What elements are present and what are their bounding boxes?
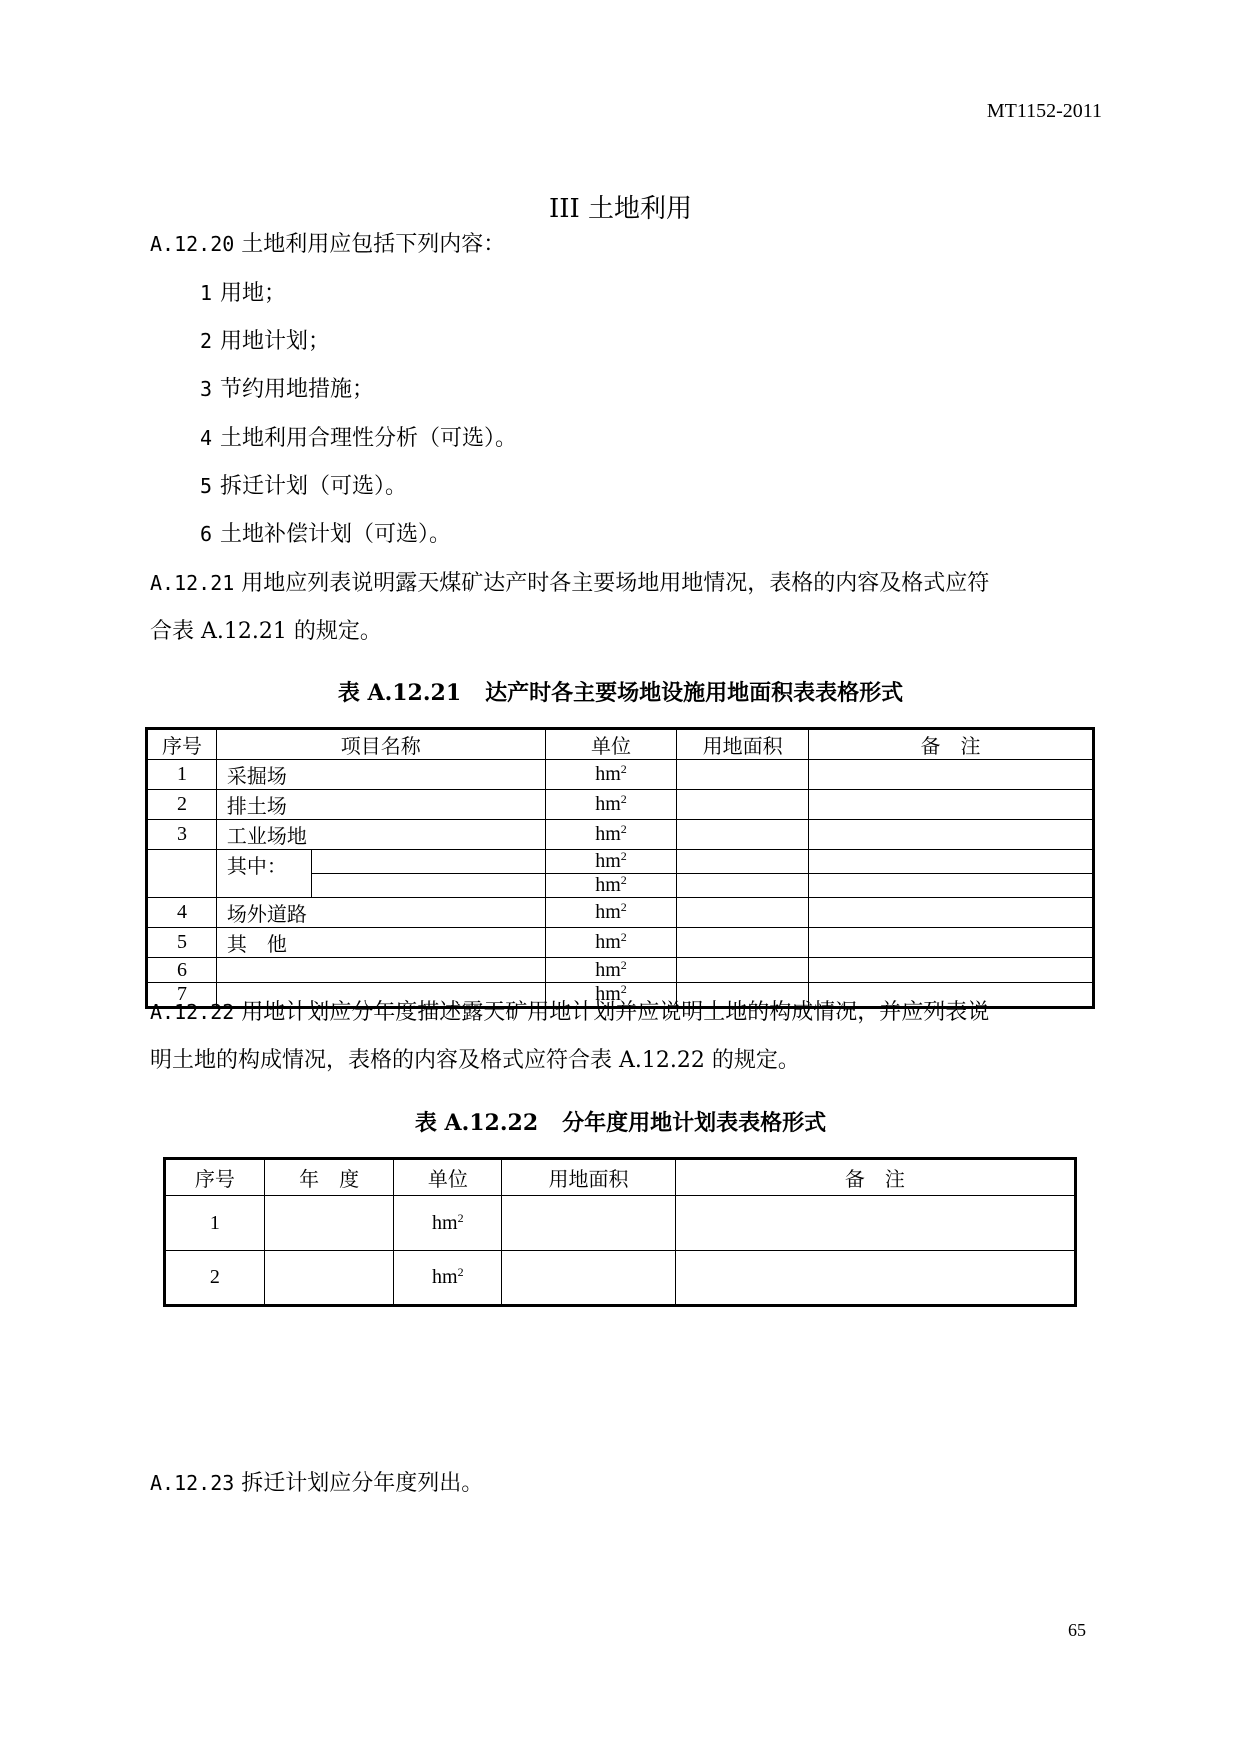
clause-number: A.12.23	[150, 1471, 235, 1495]
header-cell: 项目名称	[216, 729, 545, 760]
list-item-number: 4	[200, 426, 213, 450]
header-cell: 备 注	[809, 729, 1094, 760]
row-number: 2	[147, 790, 217, 820]
remark-cell	[809, 760, 1094, 790]
annual-land-plan-table	[163, 1157, 1077, 1307]
list-item	[200, 519, 451, 550]
row-number: 7	[147, 983, 217, 1008]
list-item	[200, 423, 517, 454]
list-item-text: 拆迁计划（可选）。	[220, 474, 408, 499]
table-caption	[0, 676, 1241, 707]
row-number: 1	[147, 760, 217, 790]
area-cell	[677, 850, 809, 874]
clause-a12-21	[150, 568, 1095, 647]
list-item-number: 2	[200, 329, 213, 353]
header-cell: 用地面积	[677, 729, 809, 760]
sub-item-name	[311, 874, 545, 898]
unit-cell: $hm^2$	[545, 820, 677, 850]
row-number: 1	[165, 1196, 265, 1251]
unit-cell: $hm^2$	[545, 850, 677, 874]
header-cell: 序号	[165, 1159, 265, 1196]
remark-cell	[809, 928, 1094, 958]
item-name: 排土场	[216, 790, 545, 820]
remark-cell	[809, 958, 1094, 983]
clause-text-line1: 用地计划应分年度描述露天矿用地计划并应说明土地的构成情况，并应列表说	[241, 1000, 990, 1025]
remark-cell	[809, 898, 1094, 928]
table-row	[147, 760, 1094, 790]
remark-cell	[675, 1196, 1075, 1251]
list-item-text: 土地补偿计划（可选）。	[220, 522, 452, 547]
header-cell: 单位	[394, 1159, 502, 1196]
unit-cell: $hm^2$	[394, 1251, 502, 1306]
year-cell	[264, 1196, 394, 1251]
row-number: 5	[147, 928, 217, 958]
list-item	[200, 471, 407, 502]
list-item-number: 6	[200, 522, 213, 546]
header-cell: 年 度	[264, 1159, 394, 1196]
table-row	[165, 1251, 1076, 1306]
header-cell: 用地面积	[502, 1159, 676, 1196]
clause-text-line2: 合表 A.12.21 的规定。	[150, 619, 382, 644]
clause-text: 拆迁计划应分年度列出。	[241, 1471, 484, 1496]
land-area-table	[145, 727, 1095, 1009]
list-item-number: 1	[200, 281, 213, 305]
item-name	[216, 958, 545, 983]
area-cell	[502, 1196, 676, 1251]
list-item-text: 用地计划；	[220, 329, 331, 354]
item-name: 工业场地	[216, 820, 545, 850]
list-item-text: 土地利用合理性分析（可选）。	[220, 426, 518, 451]
item-name: 其 他	[216, 928, 545, 958]
clause-a12-20	[150, 229, 1095, 260]
remark-cell	[675, 1251, 1075, 1306]
remark-cell	[809, 820, 1094, 850]
remark-cell	[809, 874, 1094, 898]
table-row	[147, 958, 1094, 983]
table-row	[147, 820, 1094, 850]
table-row	[165, 1196, 1076, 1251]
table-row	[147, 850, 1094, 874]
unit-cell: $hm^2$	[394, 1196, 502, 1251]
table-row	[147, 790, 1094, 820]
area-cell	[677, 760, 809, 790]
row-number	[147, 850, 217, 898]
sub-item-name	[311, 850, 545, 874]
area-cell	[677, 958, 809, 983]
clause-text-line2: 明土地的构成情况，表格的内容及格式应符合表 A.12.22 的规定。	[150, 1048, 800, 1073]
year-cell	[264, 1251, 394, 1306]
clause-text: 土地利用应包括下列内容：	[241, 232, 506, 257]
remark-cell	[809, 850, 1094, 874]
item-name: 场外道路	[216, 898, 545, 928]
header-cell: 备 注	[675, 1159, 1075, 1196]
page-number: 65	[1068, 1620, 1086, 1640]
clause-number: A.12.22	[150, 1000, 235, 1024]
unit-cell: $hm^2$	[545, 958, 677, 983]
clause-a12-23	[150, 1468, 1095, 1499]
list-item-number: 3	[200, 377, 213, 401]
row-number: 6	[147, 958, 217, 983]
remark-cell	[809, 790, 1094, 820]
clause-number: A.12.20	[150, 232, 235, 256]
unit-cell: $hm^2$	[545, 760, 677, 790]
area-cell	[677, 790, 809, 820]
area-cell	[677, 874, 809, 898]
row-number: 4	[147, 898, 217, 928]
unit-cell: $hm^2$	[545, 983, 677, 1008]
clause-a12-22	[150, 997, 1095, 1076]
area-cell	[677, 898, 809, 928]
list-item	[200, 278, 286, 309]
table-caption-title: 达产时各主要场地设施用地面积表表格形式	[485, 680, 904, 706]
list-item	[200, 374, 374, 405]
list-item-number: 5	[200, 474, 213, 498]
unit-cell: $hm^2$	[545, 898, 677, 928]
item-name: 采掘场	[216, 760, 545, 790]
list-item-text: 用地；	[220, 281, 287, 306]
row-number: 2	[165, 1251, 265, 1306]
clause-text-line1: 用地应列表说明露天煤矿达产时各主要场地用地情况，表格的内容及格式应符	[241, 571, 990, 596]
item-name: 其中：	[216, 850, 311, 898]
header-cell: 单位	[545, 729, 677, 760]
unit-cell: $hm^2$	[545, 874, 677, 898]
table-caption	[0, 1106, 1241, 1137]
unit-cell: $hm^2$	[545, 790, 677, 820]
document-code: MT1152-2011	[986, 100, 1102, 122]
table-header-row	[147, 729, 1094, 760]
table-caption-label: 表 A.12.22	[414, 1110, 539, 1136]
table-caption-label: 表 A.12.21	[337, 680, 462, 706]
row-number: 3	[147, 820, 217, 850]
list-item-text: 节约用地措施；	[220, 377, 375, 402]
table-row	[147, 928, 1094, 958]
area-cell	[677, 928, 809, 958]
area-cell	[677, 820, 809, 850]
clause-number: A.12.21	[150, 571, 235, 595]
table-header-row	[165, 1159, 1076, 1196]
table-row	[147, 898, 1094, 928]
header-cell: 序号	[147, 729, 217, 760]
area-cell	[502, 1251, 676, 1306]
section-title: III 土地利用	[548, 194, 693, 224]
unit-cell: $hm^2$	[545, 928, 677, 958]
table-caption-title: 分年度用地计划表表格形式	[562, 1110, 827, 1136]
list-item	[200, 326, 330, 357]
